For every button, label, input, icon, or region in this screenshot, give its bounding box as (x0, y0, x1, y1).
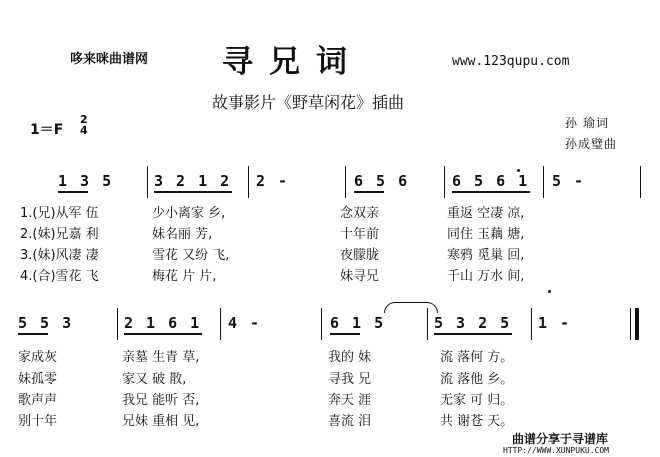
composer-credit: 孙成璧曲 (565, 137, 618, 151)
measure: 5 - (552, 172, 586, 190)
lyric-5-1: 家成灰 (18, 350, 58, 365)
bar-line (117, 308, 118, 340)
underline-beam (58, 191, 88, 193)
time-signature (80, 114, 88, 136)
lyricist-credit: 孙 瑜词 (565, 116, 609, 130)
bar-line (220, 308, 221, 340)
lyric-1-2: 少小离家 乡, (152, 206, 226, 221)
watermark-text: 曲谱分享于寻谱库 (512, 432, 609, 446)
lyric-6-4: 流 落他 乡。 (440, 372, 514, 387)
lyric-7-4: 无家 可 归。 (440, 393, 514, 408)
lyric-2-1: 2.(妹)兄嘉 利 (20, 227, 99, 242)
measure: 5 3 2 5 (434, 314, 512, 332)
bar-line (531, 308, 532, 340)
lyric-3-4: 寒鸦 觅巢 回, (447, 248, 525, 263)
watermark-url: HTTP://WWW.XUNPUKU.COM (503, 446, 609, 455)
key-signature: 1＝F (30, 122, 64, 138)
lyric-2-2: 妹名丽 芳, (152, 227, 213, 242)
lyric-3-1: 3.(妹)风凄 凄 (20, 248, 99, 263)
lyric-4-4: 千山 万水 间, (447, 269, 525, 284)
lyric-8-2: 兄妹 重相 见, (122, 414, 200, 429)
lyric-1-1: 1.(兄)从军 伍 (20, 206, 99, 221)
lyric-6-2: 家又 破 散, (122, 372, 187, 387)
measure: 1 - (538, 314, 572, 332)
bar-line (543, 166, 544, 198)
bar-line (321, 308, 322, 340)
underline-beam (124, 333, 202, 335)
octave-dot (548, 290, 551, 293)
final-bar-thin (630, 308, 631, 340)
final-bar-thick (635, 308, 639, 340)
measure: 1 3 5 (58, 172, 114, 190)
time-signature-top: 2 (80, 113, 88, 126)
octave-dot (517, 169, 520, 172)
lyric-2-4: 同住 玉藕 塘, (447, 227, 525, 242)
lyric-3-3: 夜朦胧 (340, 248, 380, 263)
lyric-7-2: 我兄 能听 否, (122, 393, 200, 408)
lyric-6-1: 妹孤零 (18, 372, 58, 387)
lyric-7-1: 歌声声 (18, 393, 58, 408)
bar-line (444, 166, 445, 198)
lyric-4-3: 妹寻兄 (340, 269, 380, 284)
measure: 6 5 6 (354, 172, 410, 190)
lyric-1-4: 重返 空凄 凉, (447, 206, 525, 221)
bar-line (248, 166, 249, 198)
underline-beam (18, 333, 48, 335)
song-subtitle: 故事影片《野草闲花》插曲 (212, 93, 405, 112)
lyric-5-3: 我的 妹 (328, 350, 372, 365)
underline-beam (154, 191, 232, 193)
lyric-5-2: 亲墓 生青 草, (122, 350, 200, 365)
lyric-4-1: 4.(合)雪花 飞 (20, 269, 99, 284)
measure: 5 5 3 (18, 314, 74, 332)
bar-line (147, 166, 148, 198)
lyric-2-3: 十年前 (340, 227, 380, 242)
bar-line (640, 166, 641, 198)
lyric-8-3: 喜流 泪 (328, 414, 372, 429)
measure: 6 1 5 (330, 314, 386, 332)
bar-line (345, 166, 346, 198)
lyric-3-2: 雪花 又纷 飞, (152, 248, 230, 263)
bar-line (427, 308, 428, 340)
site-name: 哆来咪曲谱网 (70, 52, 149, 67)
lyric-1-3: 念双亲 (340, 206, 380, 221)
measure: 2 - (256, 172, 290, 190)
lyric-4-2: 梅花 片 片, (152, 269, 217, 284)
lyric-7-3: 奔天 涯 (328, 393, 372, 408)
underline-beam (434, 333, 512, 335)
measure: 6 5 6 1 (452, 172, 530, 190)
underline-beam (452, 191, 530, 193)
song-title: 寻兄词 (222, 44, 363, 80)
tie-slur (384, 302, 438, 313)
lyric-8-1: 别十年 (18, 414, 58, 429)
lyric-5-4: 流 落何 方。 (440, 350, 514, 365)
underline-beam (330, 333, 360, 335)
measure: 2 1 6 1 (124, 314, 202, 332)
lyric-8-4: 共 谢苍 天。 (440, 414, 514, 429)
lyric-6-3: 寻我 兄 (328, 372, 372, 387)
site-url: www.123qupu.com (452, 54, 570, 69)
measure: 3 2 1 2 (154, 172, 232, 190)
underline-beam (354, 191, 384, 193)
measure: 4 - (228, 314, 262, 332)
time-signature-bottom: 4 (80, 124, 88, 137)
